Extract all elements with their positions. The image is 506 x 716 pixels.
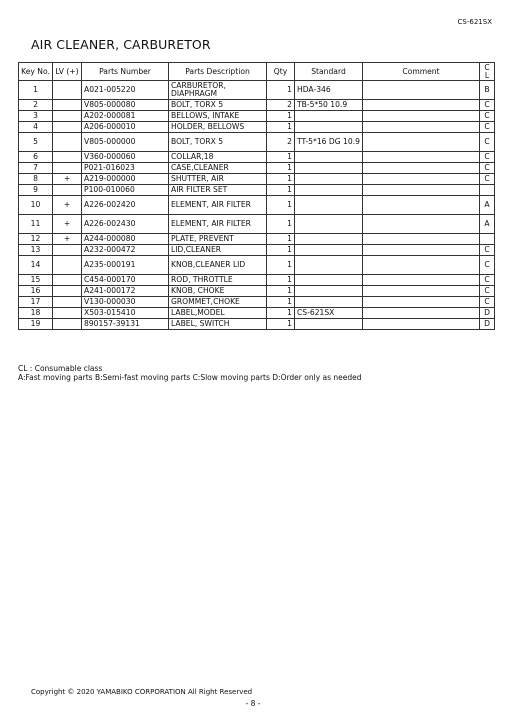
parts-table xyxy=(18,62,495,330)
cell-lv xyxy=(53,286,82,297)
table-row xyxy=(19,174,495,185)
cell-lv xyxy=(53,245,82,256)
notes xyxy=(18,364,362,382)
cell-parts-number: A021-005220 xyxy=(82,81,169,100)
cell-parts-description: KNOB,CLEANER LID xyxy=(169,256,267,275)
cell-parts-number: X503-015410 xyxy=(82,308,169,319)
cell-standard xyxy=(295,111,363,122)
cell-parts-number: A202-000081 xyxy=(82,111,169,122)
copyright: Copyright © 2020 YAMABIKO CORPORATION All Right Reserved xyxy=(31,688,253,696)
cell-cl: A xyxy=(480,196,495,215)
cell-comment xyxy=(363,111,480,122)
model-code: CS-621SX xyxy=(457,18,492,26)
cell-parts-description: BOLT, TORX 5 xyxy=(169,100,267,111)
table-row xyxy=(19,196,495,215)
cell-parts-number: A241-000172 xyxy=(82,286,169,297)
cell-cl xyxy=(480,234,495,245)
cell-qty: 1 xyxy=(267,185,295,196)
cell-key-no: 9 xyxy=(19,185,53,196)
cell-cl: B xyxy=(480,81,495,100)
cell-parts-number: V805-000080 xyxy=(82,100,169,111)
cell-lv xyxy=(53,100,82,111)
cell-comment xyxy=(363,196,480,215)
cell-qty: 1 xyxy=(267,152,295,163)
cell-cl: C xyxy=(480,111,495,122)
cell-parts-number: A219-000000 xyxy=(82,174,169,185)
cell-parts-description: GROMMET,CHOKE xyxy=(169,297,267,308)
cell-lv: + xyxy=(53,196,82,215)
cell-comment xyxy=(363,275,480,286)
header-parts-number: Parts Number xyxy=(82,63,169,81)
cell-cl: C xyxy=(480,174,495,185)
cell-parts-description: LABEL, SWITCH xyxy=(169,319,267,330)
cell-lv xyxy=(53,111,82,122)
table-row xyxy=(19,122,495,133)
table-row xyxy=(19,245,495,256)
cell-parts-number: V360-000060 xyxy=(82,152,169,163)
cell-qty: 1 xyxy=(267,111,295,122)
cell-qty: 1 xyxy=(267,163,295,174)
cell-parts-number: V805-000000 xyxy=(82,133,169,152)
cell-comment xyxy=(363,286,480,297)
table-row xyxy=(19,133,495,152)
header-standard: Standard xyxy=(295,63,363,81)
cell-key-no: 19 xyxy=(19,319,53,330)
cell-parts-number: P021-016023 xyxy=(82,163,169,174)
cell-qty: 1 xyxy=(267,81,295,100)
cell-parts-number: A235-000191 xyxy=(82,256,169,275)
cell-key-no: 15 xyxy=(19,275,53,286)
consumable-class-note: CL : Consumable class xyxy=(18,364,103,373)
cell-cl: C xyxy=(480,100,495,111)
cell-key-no: 5 xyxy=(19,133,53,152)
table-row xyxy=(19,152,495,163)
cell-standard xyxy=(295,297,363,308)
cell-comment xyxy=(363,133,480,152)
cell-comment xyxy=(363,81,480,100)
cell-parts-description: PLATE, PREVENT xyxy=(169,234,267,245)
cell-comment xyxy=(363,256,480,275)
cell-qty: 1 xyxy=(267,215,295,234)
cell-lv xyxy=(53,163,82,174)
cell-key-no: 17 xyxy=(19,297,53,308)
cell-comment xyxy=(363,297,480,308)
cell-comment xyxy=(363,245,480,256)
cell-parts-number: A226-002430 xyxy=(82,215,169,234)
cell-qty: 1 xyxy=(267,234,295,245)
table-header-row xyxy=(19,63,495,81)
cell-lv xyxy=(53,256,82,275)
cell-qty: 1 xyxy=(267,196,295,215)
cell-cl: C xyxy=(480,133,495,152)
cell-comment xyxy=(363,100,480,111)
cell-parts-description: KNOB, CHOKE xyxy=(169,286,267,297)
cell-qty: 1 xyxy=(267,122,295,133)
cell-parts-description: BOLT, TORX 5 xyxy=(169,133,267,152)
cell-key-no: 2 xyxy=(19,100,53,111)
cell-comment xyxy=(363,319,480,330)
cell-cl: C xyxy=(480,245,495,256)
cell-standard xyxy=(295,245,363,256)
cell-parts-description: LABEL,MODEL xyxy=(169,308,267,319)
cell-comment xyxy=(363,308,480,319)
table-row xyxy=(19,319,495,330)
cell-cl: C xyxy=(480,275,495,286)
cell-parts-number: A206-000010 xyxy=(82,122,169,133)
cell-parts-description: COLLAR,18 xyxy=(169,152,267,163)
cell-standard xyxy=(295,234,363,245)
cell-standard xyxy=(295,185,363,196)
cell-standard: TT-5*16 DG 10.9 xyxy=(295,133,363,152)
cell-lv xyxy=(53,185,82,196)
cell-qty: 2 xyxy=(267,100,295,111)
cell-key-no: 18 xyxy=(19,308,53,319)
cell-cl: C xyxy=(480,297,495,308)
cell-qty: 1 xyxy=(267,297,295,308)
cell-key-no: 10 xyxy=(19,196,53,215)
cell-lv xyxy=(53,152,82,163)
table-row xyxy=(19,215,495,234)
header-comment: Comment xyxy=(363,63,480,81)
header-lv: LV (+) xyxy=(53,63,82,81)
page-title: AIR CLEANER, CARBURETOR xyxy=(31,37,211,52)
cell-lv xyxy=(53,319,82,330)
cell-parts-description: BELLOWS, INTAKE xyxy=(169,111,267,122)
cell-standard xyxy=(295,122,363,133)
table-row xyxy=(19,185,495,196)
cell-parts-number: P100-010060 xyxy=(82,185,169,196)
cell-lv xyxy=(53,275,82,286)
cell-parts-description: SHUTTER, AIR xyxy=(169,174,267,185)
cell-key-no: 8 xyxy=(19,174,53,185)
cell-key-no: 16 xyxy=(19,286,53,297)
cell-cl: D xyxy=(480,308,495,319)
cell-parts-description: ELEMENT, AIR FILTER xyxy=(169,196,267,215)
cell-comment xyxy=(363,185,480,196)
table-row xyxy=(19,111,495,122)
cell-key-no: 7 xyxy=(19,163,53,174)
cell-cl: D xyxy=(480,319,495,330)
cell-cl: C xyxy=(480,163,495,174)
cell-lv: + xyxy=(53,215,82,234)
cell-lv: + xyxy=(53,234,82,245)
table-row xyxy=(19,286,495,297)
header-key-no: Key No. xyxy=(19,63,53,81)
cell-standard xyxy=(295,215,363,234)
moving-parts-legend: A:Fast moving parts B:Semi-fast moving parts C:Slow moving parts D:Order only as needed xyxy=(18,373,362,382)
cell-key-no: 4 xyxy=(19,122,53,133)
cell-qty: 1 xyxy=(267,245,295,256)
cell-standard xyxy=(295,152,363,163)
cell-parts-description: CASE,CLEANER xyxy=(169,163,267,174)
cell-parts-description: ELEMENT, AIR FILTER xyxy=(169,215,267,234)
cell-standard xyxy=(295,275,363,286)
cell-qty: 1 xyxy=(267,275,295,286)
cell-key-no: 6 xyxy=(19,152,53,163)
table-row xyxy=(19,81,495,100)
cell-lv xyxy=(53,133,82,152)
table-row xyxy=(19,297,495,308)
cell-parts-description: CARBURETOR, DIAPHRAGM xyxy=(169,81,267,100)
cell-standard: HDA-346 xyxy=(295,81,363,100)
cell-comment xyxy=(363,174,480,185)
cell-comment xyxy=(363,152,480,163)
cell-qty: 1 xyxy=(267,319,295,330)
header-parts-description: Parts Description xyxy=(169,63,267,81)
cell-parts-description: AIR FILTER SET xyxy=(169,185,267,196)
cell-parts-number: C454-000170 xyxy=(82,275,169,286)
cell-parts-description: LID,CLEANER xyxy=(169,245,267,256)
cell-cl: C xyxy=(480,256,495,275)
cell-qty: 1 xyxy=(267,256,295,275)
cell-parts-number: V130-000030 xyxy=(82,297,169,308)
cell-standard xyxy=(295,319,363,330)
cell-cl: C xyxy=(480,286,495,297)
cell-cl: C xyxy=(480,152,495,163)
cell-qty: 2 xyxy=(267,133,295,152)
cell-qty: 1 xyxy=(267,286,295,297)
cell-standard xyxy=(295,286,363,297)
cell-key-no: 11 xyxy=(19,215,53,234)
table-row xyxy=(19,100,495,111)
cell-comment xyxy=(363,163,480,174)
header-cl: C L xyxy=(480,63,495,81)
cell-lv xyxy=(53,308,82,319)
table-row xyxy=(19,234,495,245)
table-row xyxy=(19,163,495,174)
cell-parts-number: A244-000080 xyxy=(82,234,169,245)
cell-cl xyxy=(480,185,495,196)
cell-key-no: 12 xyxy=(19,234,53,245)
cell-standard: TB-5*50 10.9 xyxy=(295,100,363,111)
cell-comment xyxy=(363,234,480,245)
table-row xyxy=(19,308,495,319)
cell-standard xyxy=(295,196,363,215)
cell-lv xyxy=(53,122,82,133)
cell-cl: A xyxy=(480,215,495,234)
table-row xyxy=(19,256,495,275)
cell-parts-description: ROD, THROTTLE xyxy=(169,275,267,286)
cell-standard xyxy=(295,174,363,185)
parts-table-body xyxy=(19,81,495,330)
table-row xyxy=(19,275,495,286)
cell-lv: + xyxy=(53,174,82,185)
cell-lv xyxy=(53,297,82,308)
cell-qty: 1 xyxy=(267,308,295,319)
cell-key-no: 13 xyxy=(19,245,53,256)
cell-standard xyxy=(295,256,363,275)
cell-key-no: 3 xyxy=(19,111,53,122)
cell-parts-description: HOLDER, BELLOWS xyxy=(169,122,267,133)
page-number: - 8 - xyxy=(245,699,261,708)
cell-key-no: 14 xyxy=(19,256,53,275)
cell-standard xyxy=(295,163,363,174)
header-qty: Qty xyxy=(267,63,295,81)
cell-key-no: 1 xyxy=(19,81,53,100)
cell-comment xyxy=(363,122,480,133)
cell-lv xyxy=(53,81,82,100)
cell-parts-number: 890157-39131 xyxy=(82,319,169,330)
cell-parts-number: A232-000472 xyxy=(82,245,169,256)
cell-cl: C xyxy=(480,122,495,133)
cell-qty: 1 xyxy=(267,174,295,185)
cell-comment xyxy=(363,215,480,234)
cell-parts-number: A226-002420 xyxy=(82,196,169,215)
cell-standard: CS-621SX xyxy=(295,308,363,319)
